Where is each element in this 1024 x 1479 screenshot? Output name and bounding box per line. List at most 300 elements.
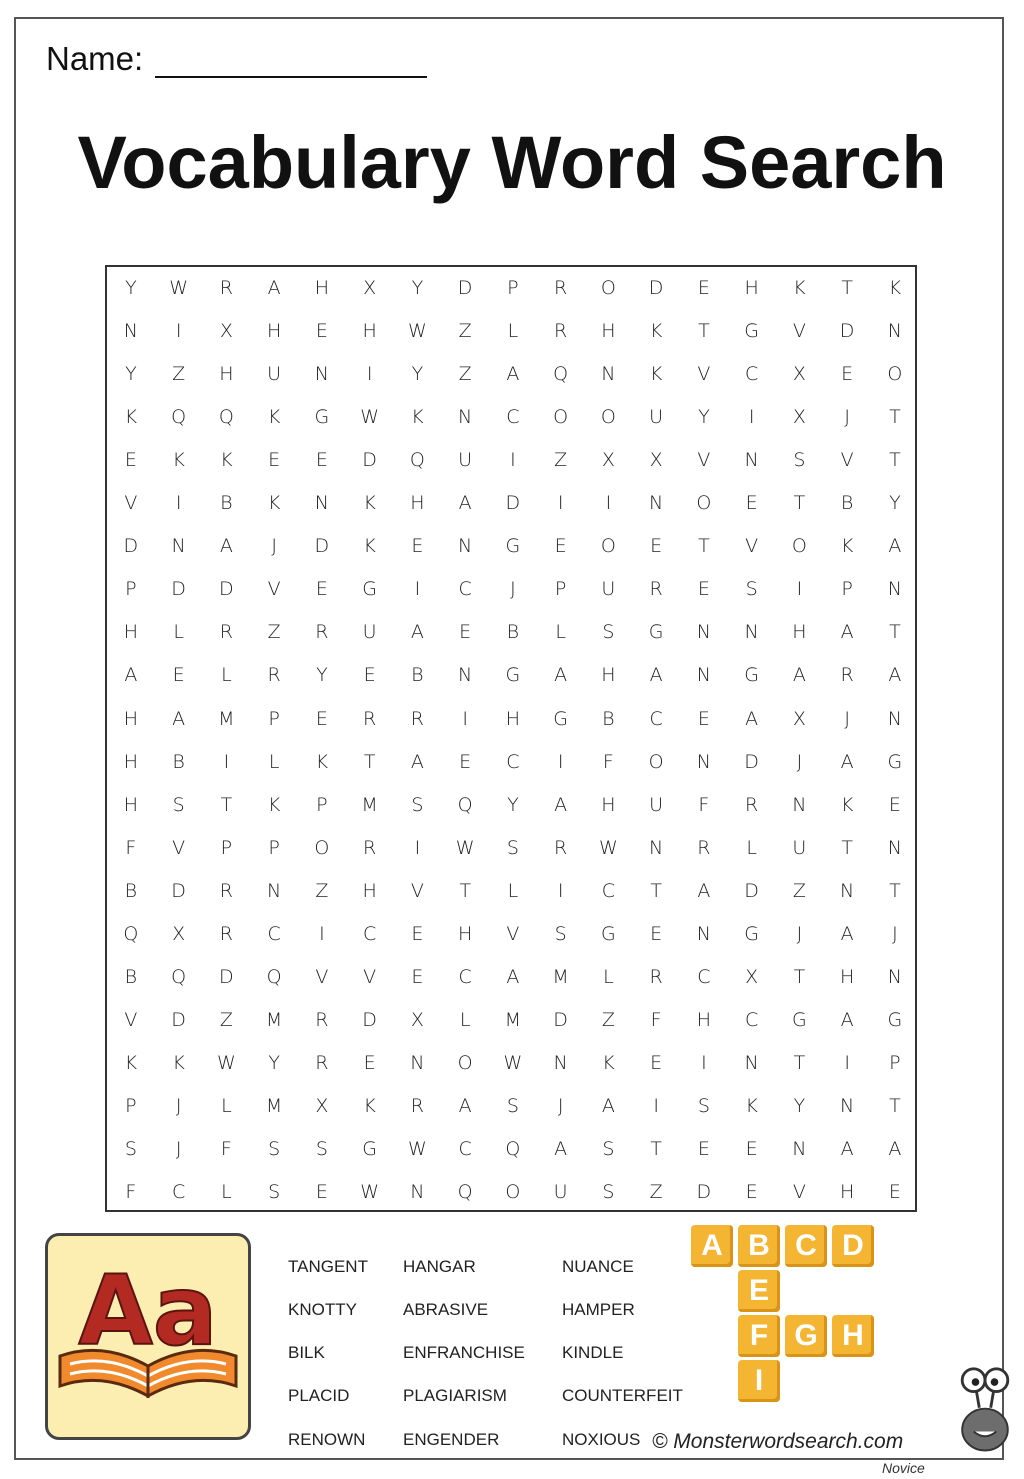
grid-cell[interactable]: K bbox=[649, 363, 663, 386]
grid-cell[interactable]: K bbox=[363, 535, 376, 558]
grid-cell[interactable]: P bbox=[507, 277, 519, 299]
grid-cell[interactable]: E bbox=[745, 1138, 758, 1160]
grid-cell[interactable]: G bbox=[744, 922, 759, 945]
grid-cell[interactable]: R bbox=[363, 836, 377, 859]
grid-cell[interactable]: O bbox=[600, 535, 616, 558]
grid-cell[interactable]: J bbox=[175, 1138, 182, 1160]
grid-cell[interactable]: I bbox=[796, 578, 803, 601]
grid-cell[interactable]: J bbox=[844, 406, 850, 429]
grid-cell[interactable]: H bbox=[362, 320, 377, 343]
grid-cell[interactable]: K bbox=[411, 406, 424, 429]
grid-cell[interactable]: K bbox=[888, 277, 902, 299]
grid-cell[interactable]: V bbox=[124, 1008, 138, 1031]
grid-cell[interactable]: R bbox=[219, 922, 233, 945]
grid-cell[interactable]: C bbox=[601, 879, 616, 902]
grid-cell[interactable]: G bbox=[744, 664, 759, 687]
grid-cell[interactable]: K bbox=[793, 277, 806, 299]
grid-cell[interactable]: T bbox=[889, 621, 901, 644]
grid-cell[interactable]: C bbox=[506, 750, 520, 773]
grid-cell[interactable]: R bbox=[219, 277, 233, 299]
grid-cell[interactable]: A bbox=[840, 621, 854, 644]
grid-cell[interactable]: T bbox=[793, 1051, 806, 1074]
grid-cell[interactable]: F bbox=[125, 836, 137, 859]
grid-cell[interactable]: B bbox=[172, 750, 185, 773]
grid-cell[interactable]: R bbox=[315, 1051, 329, 1074]
grid-cell[interactable]: Q bbox=[171, 406, 187, 429]
grid-cell[interactable]: I bbox=[557, 750, 564, 773]
grid-cell[interactable]: D bbox=[362, 1008, 377, 1031]
grid-cell[interactable]: S bbox=[793, 449, 806, 472]
grid-cell[interactable]: E bbox=[888, 1181, 901, 1204]
grid-cell[interactable]: O bbox=[553, 406, 569, 429]
grid-cell[interactable]: R bbox=[363, 707, 377, 730]
grid-cell[interactable]: R bbox=[315, 621, 329, 644]
grid-cell[interactable]: L bbox=[555, 621, 566, 644]
grid-cell[interactable]: T bbox=[459, 879, 471, 902]
grid-cell[interactable]: H bbox=[744, 277, 759, 299]
grid-cell[interactable]: N bbox=[314, 363, 329, 386]
grid-cell[interactable]: H bbox=[601, 793, 616, 816]
grid-cell[interactable]: K bbox=[124, 406, 138, 429]
grid-cell[interactable]: E bbox=[554, 535, 567, 558]
grid-cell[interactable]: I bbox=[175, 320, 182, 343]
grid-cell[interactable]: Z bbox=[219, 1008, 233, 1031]
grid-cell[interactable]: A bbox=[840, 1138, 854, 1160]
grid-cell[interactable]: G bbox=[792, 1008, 807, 1031]
grid-cell[interactable]: I bbox=[462, 707, 468, 730]
grid-cell[interactable]: E bbox=[697, 578, 710, 601]
grid-cell[interactable]: R bbox=[554, 320, 568, 343]
grid-cell[interactable]: E bbox=[697, 707, 710, 730]
grid-cell[interactable]: A bbox=[649, 664, 663, 687]
grid-cell[interactable]: W bbox=[503, 1051, 523, 1074]
grid-cell[interactable]: I bbox=[844, 1051, 850, 1074]
grid-cell[interactable]: D bbox=[457, 277, 473, 299]
grid-cell[interactable]: E bbox=[650, 922, 663, 945]
grid-cell[interactable]: A bbox=[888, 1138, 902, 1160]
grid-cell[interactable]: H bbox=[266, 320, 282, 343]
grid-cell[interactable]: I bbox=[414, 836, 421, 859]
grid-cell[interactable]: R bbox=[649, 965, 663, 988]
grid-cell[interactable]: D bbox=[696, 1181, 712, 1204]
grid-cell[interactable]: I bbox=[510, 449, 516, 472]
grid-cell[interactable]: X bbox=[315, 1094, 329, 1117]
grid-cell[interactable]: X bbox=[792, 707, 806, 730]
grid-cell[interactable]: B bbox=[602, 707, 615, 730]
grid-cell[interactable]: K bbox=[649, 320, 663, 343]
grid-cell[interactable]: I bbox=[557, 879, 564, 902]
grid-cell[interactable]: C bbox=[744, 1008, 759, 1031]
grid-cell[interactable]: I bbox=[366, 363, 373, 386]
grid-cell[interactable]: G bbox=[648, 621, 664, 644]
grid-cell[interactable]: A bbox=[840, 750, 854, 773]
grid-cell[interactable]: H bbox=[123, 707, 139, 730]
grid-cell[interactable]: E bbox=[459, 621, 472, 644]
grid-cell[interactable]: K bbox=[124, 1051, 138, 1074]
grid-cell[interactable]: L bbox=[507, 320, 519, 343]
grid-cell[interactable]: H bbox=[410, 492, 425, 515]
grid-cell[interactable]: G bbox=[505, 664, 521, 687]
grid-cell[interactable]: Q bbox=[218, 406, 234, 429]
grid-cell[interactable]: N bbox=[267, 879, 282, 902]
grid-cell[interactable]: M bbox=[361, 793, 378, 816]
name-blank-line[interactable] bbox=[155, 42, 427, 78]
grid-cell[interactable]: O bbox=[600, 406, 616, 429]
grid-cell[interactable]: A bbox=[792, 664, 806, 687]
grid-cell[interactable]: V bbox=[697, 363, 711, 386]
grid-cell[interactable]: Q bbox=[457, 793, 473, 816]
grid-cell[interactable]: Q bbox=[505, 1138, 521, 1160]
grid-cell[interactable]: J bbox=[175, 1094, 182, 1117]
grid-cell[interactable]: H bbox=[792, 621, 807, 644]
grid-cell[interactable]: T bbox=[841, 836, 853, 859]
grid-cell[interactable]: X bbox=[410, 1008, 424, 1031]
grid-cell[interactable]: G bbox=[601, 922, 616, 945]
grid-cell[interactable]: J bbox=[796, 750, 803, 773]
grid-cell[interactable]: E bbox=[315, 1181, 328, 1204]
grid-cell[interactable]: N bbox=[792, 1138, 807, 1160]
grid-cell[interactable]: R bbox=[697, 836, 711, 859]
grid-cell[interactable]: L bbox=[221, 664, 232, 687]
grid-cell[interactable]: L bbox=[603, 965, 614, 988]
grid-cell[interactable]: Q bbox=[457, 1181, 473, 1204]
grid-cell[interactable]: O bbox=[600, 277, 616, 299]
grid-cell[interactable]: N bbox=[887, 707, 902, 730]
grid-cell[interactable]: Q bbox=[553, 363, 569, 386]
grid-cell[interactable]: R bbox=[554, 836, 568, 859]
grid-cell[interactable]: K bbox=[315, 750, 329, 773]
grid-cell[interactable]: I bbox=[748, 406, 755, 429]
grid-cell[interactable]: H bbox=[457, 922, 473, 945]
grid-cell[interactable]: F bbox=[698, 793, 710, 816]
grid-cell[interactable]: C bbox=[171, 1181, 186, 1204]
grid-cell[interactable]: L bbox=[507, 879, 519, 902]
grid-cell[interactable]: W bbox=[407, 1138, 427, 1160]
grid-cell[interactable]: S bbox=[411, 793, 424, 816]
grid-cell[interactable]: K bbox=[840, 793, 854, 816]
grid-cell[interactable]: S bbox=[697, 1094, 710, 1117]
grid-cell[interactable]: A bbox=[745, 707, 759, 730]
grid-cell[interactable]: K bbox=[267, 406, 281, 429]
grid-cell[interactable]: D bbox=[744, 750, 759, 773]
grid-cell[interactable]: G bbox=[362, 578, 377, 601]
grid-cell[interactable]: N bbox=[123, 320, 138, 343]
grid-cell[interactable]: V bbox=[267, 578, 281, 601]
grid-cell[interactable]: C bbox=[458, 965, 472, 988]
grid-cell[interactable]: S bbox=[124, 1138, 137, 1160]
grid-cell[interactable]: D bbox=[171, 1008, 186, 1031]
grid-cell[interactable]: I bbox=[414, 578, 421, 601]
grid-cell[interactable]: V bbox=[792, 1181, 806, 1204]
grid-cell[interactable]: K bbox=[267, 793, 281, 816]
grid-cell[interactable]: N bbox=[744, 621, 759, 644]
grid-cell[interactable]: N bbox=[696, 621, 711, 644]
grid-cell[interactable]: S bbox=[315, 1138, 328, 1160]
grid-cell[interactable]: Z bbox=[458, 363, 472, 386]
grid-cell[interactable]: N bbox=[458, 535, 473, 558]
grid-cell[interactable]: E bbox=[745, 492, 758, 515]
grid-cell[interactable]: B bbox=[220, 492, 233, 515]
grid-cell[interactable]: N bbox=[792, 793, 807, 816]
grid-cell[interactable]: P bbox=[268, 836, 280, 859]
grid-cell[interactable]: A bbox=[172, 707, 186, 730]
grid-cell[interactable]: V bbox=[172, 836, 186, 859]
grid-cell[interactable]: F bbox=[602, 750, 614, 773]
grid-cell[interactable]: I bbox=[653, 1094, 659, 1117]
grid-cell[interactable]: R bbox=[410, 707, 424, 730]
grid-cell[interactable]: H bbox=[123, 793, 139, 816]
grid-cell[interactable]: D bbox=[171, 578, 186, 601]
grid-cell[interactable]: H bbox=[601, 320, 616, 343]
grid-cell[interactable]: Y bbox=[125, 277, 137, 299]
grid-cell[interactable]: Z bbox=[458, 320, 472, 343]
grid-cell[interactable]: X bbox=[792, 406, 806, 429]
grid-cell[interactable]: T bbox=[841, 277, 853, 299]
grid-cell[interactable]: A bbox=[458, 492, 472, 515]
grid-cell[interactable]: X bbox=[219, 320, 233, 343]
grid-cell[interactable]: E bbox=[315, 449, 328, 472]
grid-cell[interactable]: E bbox=[315, 578, 328, 601]
grid-cell[interactable]: E bbox=[411, 535, 424, 558]
grid-cell[interactable]: T bbox=[889, 449, 901, 472]
grid-cell[interactable]: D bbox=[219, 965, 234, 988]
grid-cell[interactable]: N bbox=[458, 664, 473, 687]
grid-cell[interactable]: S bbox=[554, 922, 567, 945]
grid-cell[interactable]: G bbox=[553, 707, 568, 730]
grid-cell[interactable]: Z bbox=[649, 1181, 663, 1204]
grid-cell[interactable]: H bbox=[839, 965, 855, 988]
grid-cell[interactable]: Y bbox=[507, 793, 519, 816]
grid-cell[interactable]: X bbox=[363, 277, 377, 299]
grid-cell[interactable]: M bbox=[504, 1008, 522, 1031]
grid-cell[interactable]: N bbox=[744, 449, 759, 472]
grid-cell[interactable]: A bbox=[554, 664, 568, 687]
grid-cell[interactable]: O bbox=[648, 750, 664, 773]
grid-cell[interactable]: Y bbox=[793, 1094, 806, 1117]
grid-cell[interactable]: P bbox=[125, 578, 137, 601]
grid-cell[interactable]: I bbox=[701, 1051, 707, 1074]
grid-cell[interactable]: S bbox=[506, 836, 519, 859]
grid-cell[interactable]: P bbox=[889, 1051, 901, 1074]
grid-cell[interactable]: W bbox=[169, 277, 189, 299]
grid-cell[interactable]: X bbox=[649, 449, 663, 472]
grid-cell[interactable]: R bbox=[410, 1094, 424, 1117]
grid-cell[interactable]: I bbox=[175, 492, 182, 515]
grid-cell[interactable]: E bbox=[172, 664, 185, 687]
grid-cell[interactable]: A bbox=[458, 1094, 472, 1117]
grid-cell[interactable]: A bbox=[888, 664, 902, 687]
grid-cell[interactable]: J bbox=[844, 707, 850, 730]
grid-cell[interactable]: U bbox=[601, 578, 616, 601]
grid-cell[interactable]: V bbox=[363, 965, 377, 988]
grid-cell[interactable]: Y bbox=[411, 277, 424, 299]
grid-cell[interactable]: O bbox=[696, 492, 712, 515]
grid-cell[interactable]: A bbox=[840, 922, 854, 945]
grid-cell[interactable]: A bbox=[840, 1008, 854, 1031]
grid-cell[interactable]: A bbox=[267, 277, 281, 299]
grid-cell[interactable]: Q bbox=[266, 965, 282, 988]
grid-cell[interactable]: D bbox=[744, 879, 759, 902]
grid-cell[interactable]: R bbox=[315, 1008, 329, 1031]
grid-cell[interactable]: K bbox=[172, 1051, 185, 1074]
grid-cell[interactable]: V bbox=[124, 492, 138, 515]
grid-cell[interactable]: Y bbox=[889, 492, 901, 515]
grid-cell[interactable]: E bbox=[650, 1051, 663, 1074]
grid-cell[interactable]: I bbox=[319, 922, 325, 945]
grid-cell[interactable]: E bbox=[888, 793, 901, 816]
grid-cell[interactable]: E bbox=[411, 922, 424, 945]
grid-cell[interactable]: C bbox=[362, 922, 377, 945]
grid-cell[interactable]: E bbox=[745, 1181, 758, 1204]
grid-cell[interactable]: K bbox=[172, 449, 185, 472]
grid-cell[interactable]: N bbox=[840, 879, 855, 902]
grid-cell[interactable]: C bbox=[649, 707, 663, 730]
grid-cell[interactable]: V bbox=[840, 449, 854, 472]
grid-cell[interactable]: E bbox=[459, 750, 472, 773]
grid-cell[interactable]: X bbox=[601, 449, 615, 472]
grid-cell[interactable]: N bbox=[649, 836, 664, 859]
grid-cell[interactable]: P bbox=[554, 578, 567, 601]
grid-cell[interactable]: G bbox=[314, 406, 330, 429]
grid-cell[interactable]: J bbox=[271, 535, 277, 558]
grid-cell[interactable]: V bbox=[315, 965, 329, 988]
grid-cell[interactable]: W bbox=[360, 406, 380, 429]
grid-cell[interactable]: U bbox=[553, 1181, 568, 1204]
grid-cell[interactable]: N bbox=[553, 1051, 568, 1074]
grid-cell[interactable]: O bbox=[791, 535, 807, 558]
grid-cell[interactable]: P bbox=[316, 793, 328, 816]
grid-cell[interactable]: K bbox=[745, 1094, 758, 1117]
grid-cell[interactable]: N bbox=[840, 1094, 855, 1117]
grid-cell[interactable]: L bbox=[268, 750, 280, 773]
grid-cell[interactable]: B bbox=[124, 965, 138, 988]
grid-cell[interactable]: I bbox=[557, 492, 564, 515]
grid-cell[interactable]: V bbox=[506, 922, 520, 945]
grid-cell[interactable]: N bbox=[696, 750, 711, 773]
grid-cell[interactable]: Q bbox=[123, 922, 139, 945]
grid-cell[interactable]: T bbox=[698, 535, 710, 558]
grid-cell[interactable]: S bbox=[745, 578, 758, 601]
grid-cell[interactable]: M bbox=[552, 965, 569, 988]
grid-cell[interactable]: C bbox=[744, 363, 759, 386]
grid-cell[interactable]: Y bbox=[316, 664, 328, 687]
grid-cell[interactable]: N bbox=[887, 578, 902, 601]
grid-cell[interactable]: Z bbox=[601, 1008, 615, 1031]
grid-cell[interactable]: H bbox=[314, 277, 330, 299]
grid-cell[interactable]: C bbox=[506, 406, 520, 429]
grid-cell[interactable]: U bbox=[362, 621, 377, 644]
grid-cell[interactable]: B bbox=[840, 492, 854, 515]
grid-cell[interactable]: S bbox=[602, 1138, 615, 1160]
grid-cell[interactable]: R bbox=[745, 793, 759, 816]
grid-cell[interactable]: O bbox=[314, 836, 330, 859]
grid-cell[interactable]: E bbox=[363, 664, 376, 687]
grid-cell[interactable]: J bbox=[796, 922, 803, 945]
grid-cell[interactable]: K bbox=[267, 492, 281, 515]
grid-cell[interactable]: V bbox=[697, 449, 711, 472]
grid-cell[interactable]: D bbox=[648, 277, 664, 299]
grid-cell[interactable]: A bbox=[410, 621, 424, 644]
grid-cell[interactable]: S bbox=[268, 1138, 281, 1160]
grid-cell[interactable]: W bbox=[360, 1181, 380, 1204]
grid-cell[interactable]: I bbox=[605, 492, 612, 515]
grid-cell[interactable]: Z bbox=[315, 879, 329, 902]
grid-cell[interactable]: W bbox=[455, 836, 475, 859]
grid-cell[interactable]: H bbox=[123, 621, 139, 644]
grid-cell[interactable]: H bbox=[219, 363, 234, 386]
grid-cell[interactable]: O bbox=[887, 363, 903, 386]
grid-cell[interactable]: S bbox=[602, 621, 615, 644]
grid-cell[interactable]: Z bbox=[267, 621, 281, 644]
grid-cell[interactable]: F bbox=[650, 1008, 662, 1031]
grid-cell[interactable]: V bbox=[745, 535, 759, 558]
grid-cell[interactable]: Q bbox=[171, 965, 187, 988]
grid-cell[interactable]: H bbox=[123, 750, 139, 773]
grid-cell[interactable]: A bbox=[601, 1094, 615, 1117]
grid-cell[interactable]: H bbox=[505, 707, 521, 730]
grid-cell[interactable]: D bbox=[362, 449, 377, 472]
grid-cell[interactable]: V bbox=[792, 320, 806, 343]
grid-cell[interactable]: N bbox=[887, 965, 902, 988]
grid-cell[interactable]: O bbox=[457, 1051, 473, 1074]
grid-cell[interactable]: N bbox=[744, 1051, 759, 1074]
grid-cell[interactable]: N bbox=[649, 492, 664, 515]
grid-cell[interactable]: R bbox=[554, 277, 568, 299]
grid-cell[interactable]: T bbox=[650, 1138, 662, 1160]
grid-cell[interactable]: R bbox=[267, 664, 281, 687]
grid-cell[interactable]: T bbox=[698, 320, 710, 343]
grid-cell[interactable]: G bbox=[887, 1008, 903, 1031]
grid-cell[interactable]: Y bbox=[125, 363, 137, 386]
grid-cell[interactable]: D bbox=[839, 320, 855, 343]
grid-cell[interactable]: P bbox=[268, 707, 280, 730]
grid-cell[interactable]: T bbox=[793, 965, 806, 988]
grid-cell[interactable]: C bbox=[458, 1138, 472, 1160]
grid-cell[interactable]: L bbox=[221, 1181, 232, 1204]
grid-cell[interactable]: E bbox=[124, 449, 137, 472]
grid-cell[interactable]: P bbox=[125, 1094, 137, 1117]
grid-cell[interactable]: N bbox=[887, 836, 902, 859]
grid-cell[interactable]: U bbox=[267, 363, 282, 386]
grid-cell[interactable]: M bbox=[265, 1008, 283, 1031]
grid-cell[interactable]: S bbox=[506, 1094, 519, 1117]
grid-cell[interactable]: H bbox=[696, 1008, 712, 1031]
grid-cell[interactable]: P bbox=[841, 578, 853, 601]
grid-cell[interactable]: A bbox=[219, 535, 233, 558]
grid-cell[interactable]: H bbox=[601, 664, 616, 687]
grid-cell[interactable]: N bbox=[887, 320, 902, 343]
grid-cell[interactable]: X bbox=[172, 922, 186, 945]
grid-cell[interactable]: G bbox=[362, 1138, 377, 1160]
grid-cell[interactable]: P bbox=[220, 836, 233, 859]
grid-cell[interactable]: N bbox=[314, 492, 329, 515]
grid-cell[interactable]: G bbox=[505, 535, 521, 558]
grid-cell[interactable]: W bbox=[598, 836, 618, 859]
grid-cell[interactable]: O bbox=[505, 1181, 521, 1204]
grid-cell[interactable]: W bbox=[407, 320, 427, 343]
grid-cell[interactable]: U bbox=[649, 406, 664, 429]
grid-cell[interactable]: Z bbox=[554, 449, 568, 472]
grid-cell[interactable]: A bbox=[554, 793, 568, 816]
grid-cell[interactable]: Z bbox=[172, 363, 186, 386]
grid-cell[interactable]: E bbox=[363, 1051, 376, 1074]
grid-cell[interactable]: K bbox=[840, 535, 854, 558]
grid-cell[interactable]: A bbox=[697, 879, 711, 902]
grid-cell[interactable]: N bbox=[410, 1051, 425, 1074]
grid-cell[interactable]: T bbox=[363, 750, 376, 773]
grid-cell[interactable]: T bbox=[889, 1094, 901, 1117]
grid-cell[interactable]: W bbox=[216, 1051, 236, 1074]
